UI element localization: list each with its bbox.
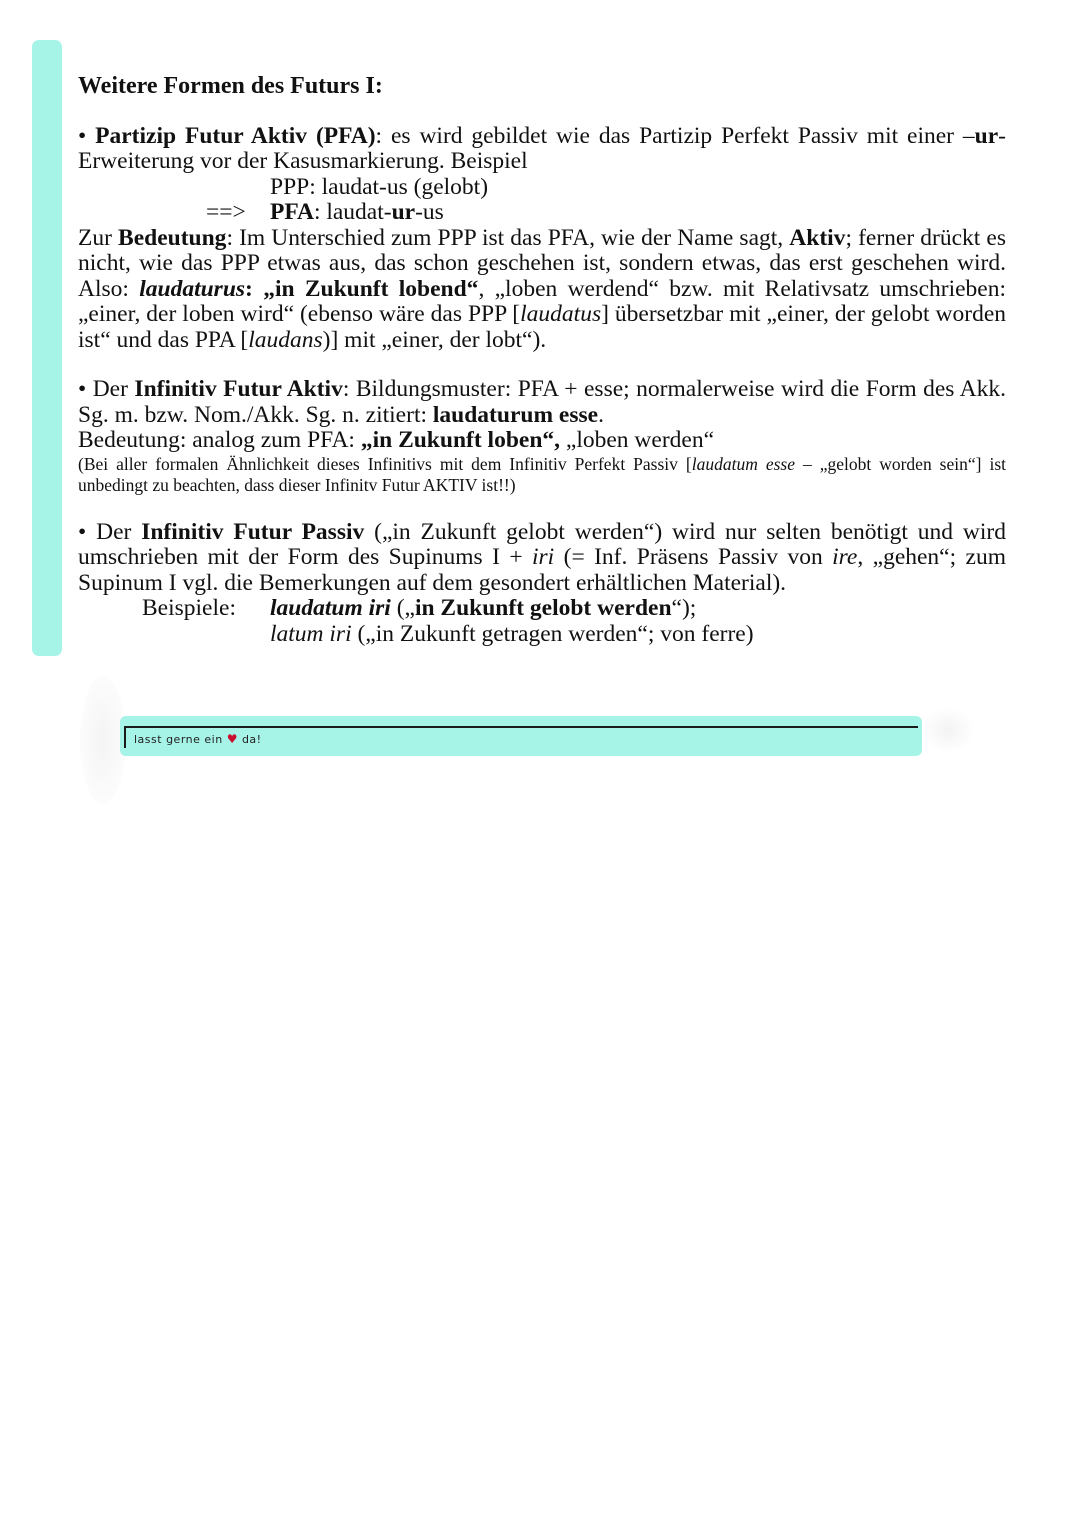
- section-infinitiv-futur-passiv: [78, 520, 1006, 648]
- passiv-example-2: latum iri („in Zukunft getragen werden“; von ferre): [270, 620, 754, 647]
- pfa-meaning: Zur Bedeutung: Im Unterschied zum PPP ist das PFA, wie der Name sagt, Aktiv; ferner drückt es nicht, wie das PPP etwas aus, das schon geschehen ist, sondern etwas, das erst geschehen wird. Also: laudaturus: „in Zukunft lobend“, „loben werdend“ bzw. mit Relativsatz umschrieben: „einer, der loben wird“ (ebenso wäre das PPP [laudatus] übersetzbar mit „einer, der gelobt worden ist“ und das PPA [laudans)] mit „einer, der lobt“).: [78, 224, 1007, 353]
- pfa-definition: • Partizip Futur Aktiv (PFA): es wird gebildet wie das Partizip Perfekt Passiv mit einer –ur-Erweiterung vor der Kasusmarkierung. Beispiel: [78, 122, 1006, 174]
- section-infinitiv-futur-aktiv: [78, 377, 1006, 496]
- eraser-smudge-right: [922, 708, 974, 752]
- handwritten-note: lasst gerne ein ♥ da!: [134, 732, 262, 746]
- note-banner: [120, 716, 922, 756]
- section-pfa: [78, 124, 1006, 354]
- passiv-example-1: Beispiele: laudatum iri („in Zukunft gelobt werden“);: [142, 595, 697, 621]
- inf-passiv-term: Infinitiv Futur Passiv: [141, 518, 365, 545]
- inf-aktiv-note: (Bei aller formalen Ähnlichkeit dieses Infinitivs mit dem Infinitiv Perfekt Passiv [laudatum esse – „gelobt worden sein“] ist unbedingt zu beachten, dass dieser Infinitv Futur AKTIV ist!!): [78, 453, 1006, 495]
- sidebar-accent-strip: [32, 40, 62, 656]
- inf-passiv-definition: • Der Infinitiv Futur Passiv („in Zukunft gelobt werden“) wird nur selten benötigt und wird umschrieben mit der Form des Supinums I + iri (= Inf. Präsens Passiv von ire, „gehen“; zum Supinum I vgl. die Bemerkungen auf dem gesondert erhältlichen Material).: [78, 518, 1007, 596]
- page-title: Weitere Formen des Futurs I:: [78, 73, 383, 99]
- inf-aktiv-meaning: Bedeutung: analog zum PFA: „in Zukunft loben“, „loben werden“: [78, 427, 715, 453]
- examples-label: Beispiele:: [142, 595, 236, 621]
- note-rule-top: [124, 726, 918, 728]
- pfa-example-ppp: PPP: laudat-us (gelobt): [270, 173, 489, 200]
- inf-aktiv-definition: • Der Infinitiv Futur Aktiv: Bildungsmuster: PFA + esse; normalerweise wird die Form des Akk. Sg. m. bzw. Nom./Akk. Sg. n. zitiert: laudaturum esse.: [78, 376, 1006, 428]
- note-rule-left: [124, 726, 126, 748]
- bullet: •: [78, 122, 96, 149]
- document-body: [78, 74, 1006, 647]
- inf-aktiv-term: Infinitiv Futur Aktiv: [134, 376, 343, 402]
- arrow-marker: ==>: [206, 199, 246, 225]
- heart-icon: ♥: [226, 732, 238, 746]
- pfa-example-pfa: ==> PFA: laudat-ur-us: [206, 199, 444, 225]
- pfa-term: Partizip Futur Aktiv (PFA): [95, 122, 376, 149]
